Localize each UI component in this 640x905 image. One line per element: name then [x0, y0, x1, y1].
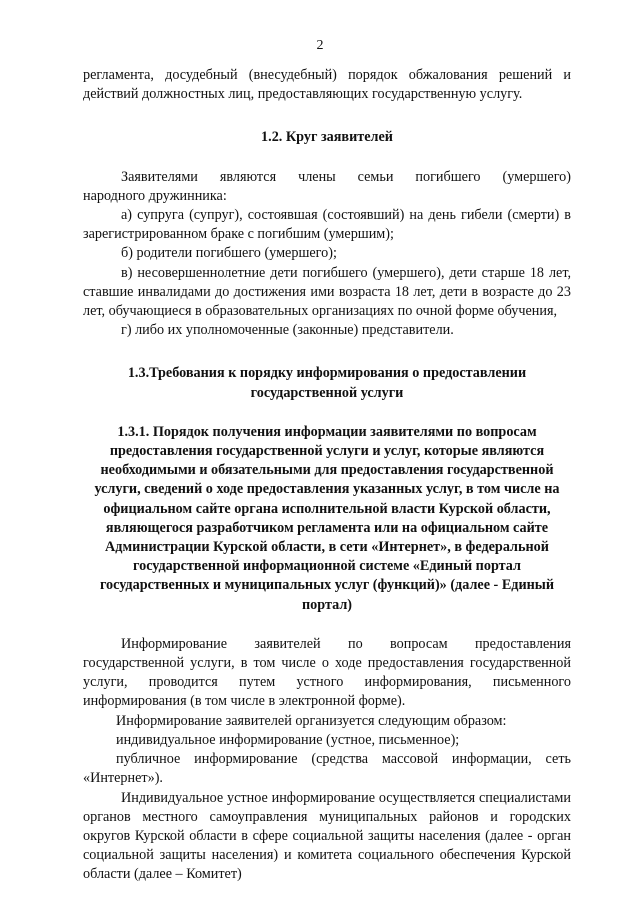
- applicants-lead-1: Заявителями являются члены семьи погибшего (умершего): [121, 168, 571, 185]
- section-heading-1-3-line-2: государственной услуги: [250, 384, 404, 401]
- intro-line-1: регламента, досудебный (внесудебный) порядок обжалования решений и: [83, 67, 571, 83]
- intro-line-2: действий должностных лиц, предоставляющих государственную услугу.: [83, 86, 523, 103]
- body-paragraph-3: индивидуальное информирование (устное, письменное);: [116, 731, 460, 748]
- body-paragraph-4: публичное информирование (средства массовой информации, сеть «Интернет»).: [83, 751, 571, 787]
- applicants-item-a: а) супруга (супруг), состоявшая (состоявший) на день гибели (смерти) в зарегистрированном браке с погибшим (умершим);: [83, 207, 571, 243]
- applicants-item-c: в) несовершеннолетние дети погибшего (умершего), дети старше 18 лет, ставшие инвалидами до достижения ими возраста 18 лет, дети в возрасте до 23 лет, обучающиеся в образовательных организациях по очной форме обучения,: [83, 264, 571, 320]
- body-paragraph-1: Информирование заявителей по вопросам предоставления государственной услуги, в том числе о ходе предоставления государственной услуги, проводится путем устного информирования, письменного информирования (в том числе в электронной форме).: [83, 635, 571, 710]
- section-heading-1-3-1: 1.3.1. Порядок получения информации заявителями по вопросам предоставления государственной услуги и услуг, которые являются необходимыми и обязательными для предоставления государственной услуги, сведений о ходе предоставления указанных услуг, в том числе на официальном сайте органа исполнительной власти Курской области, являющегося разработчиком регламента или на официальном сайте Администрации Курской области, в сети «Интернет», в федеральной государственной информационной системе «Единый портал государственных и муниципальных услуг (функций)» (далее - Единый портал): [94, 423, 560, 613]
- applicants-item-g: г) либо их уполномоченные (законные) представители.: [121, 322, 454, 339]
- section-heading-1-3-line-1: 1.3.Требования к порядку информирования о предоставлении: [127, 365, 527, 382]
- page-number: 2: [316, 38, 324, 53]
- applicants-item-b: б) родители погибшего (умершего);: [121, 245, 337, 262]
- document-body: [83, 66, 571, 885]
- body-paragraph-2: Информирование заявителей организуется следующим образом:: [116, 712, 507, 729]
- applicants-lead-2: народного дружинника:: [83, 187, 227, 204]
- section-heading-1-2: 1.2. Круг заявителей: [261, 129, 393, 146]
- body-paragraph-5: Индивидуальное устное информирование осуществляется специалистами органов местного самоуправления муниципальных районов и городских округов Курской области в сфере социальной защиты населения (далее - орган социальной защиты населения) и комитета социального обеспечения Курской области (далее – Комитет): [83, 789, 571, 883]
